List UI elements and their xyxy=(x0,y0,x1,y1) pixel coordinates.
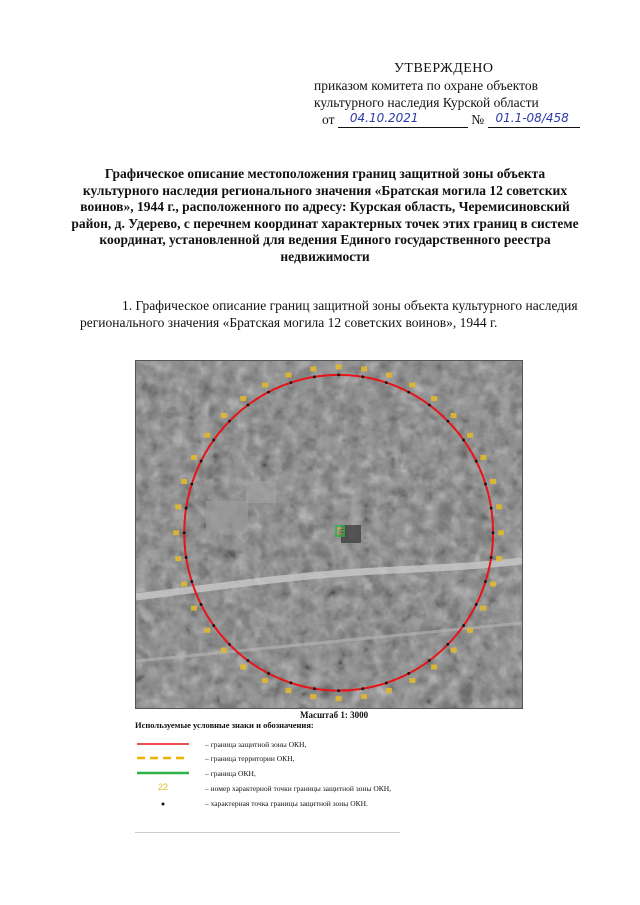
zone-point xyxy=(428,404,431,407)
legend-item-territory-boundary xyxy=(135,752,435,766)
zone-point xyxy=(490,507,493,510)
zone-point xyxy=(246,659,249,662)
approval-line-2: культурного наследия Курской области xyxy=(314,95,539,110)
zone-point xyxy=(462,439,465,442)
zone-point xyxy=(246,404,249,407)
point-number-symbol xyxy=(135,782,191,794)
legend-item-okn-boundary xyxy=(135,767,435,781)
zone-point xyxy=(228,420,231,423)
zone-point-number xyxy=(336,696,342,701)
legend-label: – характерная точка границы защитной зоны ОКН. xyxy=(205,799,368,808)
zone-point-number xyxy=(386,688,392,693)
zone-point-number xyxy=(361,366,367,371)
zone-point-number xyxy=(262,382,268,387)
from-label: от xyxy=(322,112,335,127)
zone-point-number xyxy=(431,396,437,401)
legend-item-point-number xyxy=(135,782,435,796)
zone-point-number xyxy=(490,582,496,587)
zone-point-number xyxy=(310,366,316,371)
zone-point-number xyxy=(221,413,227,418)
map-building xyxy=(206,501,248,531)
zone-point xyxy=(337,689,340,692)
zone-point-number xyxy=(336,364,342,369)
date-line xyxy=(338,111,468,128)
zone-point xyxy=(428,659,431,662)
zone-point xyxy=(446,643,449,646)
zone-point xyxy=(290,682,293,685)
legend-item-zone-boundary xyxy=(135,738,435,752)
zone-point-number xyxy=(409,382,415,387)
green-line-symbol xyxy=(135,767,191,779)
zone-point xyxy=(290,381,293,384)
zone-point-number xyxy=(467,628,473,633)
zone-point-number xyxy=(175,504,181,509)
zone-point-number xyxy=(240,396,246,401)
zone-point xyxy=(190,483,193,486)
zone-point-number xyxy=(386,372,392,377)
zone-point-number xyxy=(480,455,486,460)
zone-point xyxy=(475,460,478,463)
zone-point xyxy=(183,531,186,534)
zone-point-number xyxy=(204,628,210,633)
yellow-dash-symbol xyxy=(135,752,191,764)
legend-item-point xyxy=(135,797,435,811)
zone-point-number xyxy=(310,694,316,699)
zone-point xyxy=(462,624,465,627)
zone-point-number xyxy=(361,694,367,699)
zone-point-number xyxy=(450,648,456,653)
zone-point xyxy=(313,687,316,690)
zone-point xyxy=(228,643,231,646)
legend-label: – граница территории ОКН, xyxy=(205,754,295,763)
map-building xyxy=(246,481,276,503)
zone-point-number xyxy=(490,479,496,484)
zone-point xyxy=(185,507,188,510)
map-scale: Масштаб 1: 3000 xyxy=(300,710,369,720)
zone-point xyxy=(361,687,364,690)
zone-point-number xyxy=(496,556,502,561)
zone-point-number xyxy=(467,433,473,438)
legend-title: Используемые условные знаки и обозначения: xyxy=(135,720,314,730)
zone-point xyxy=(212,439,215,442)
legend-label: – граница ОКН, xyxy=(205,769,256,778)
zone-point xyxy=(385,682,388,685)
zone-point-number xyxy=(262,678,268,683)
zone-point xyxy=(313,375,316,378)
legend-label: – граница защитной зоны ОКН, xyxy=(205,740,307,749)
section-paragraph xyxy=(80,297,585,331)
zone-point-number xyxy=(480,606,486,611)
legend-label: – номер характерной точки границы защитной зоны ОКН, xyxy=(205,784,392,793)
zone-point-number xyxy=(409,678,415,683)
zone-point-number xyxy=(285,688,291,693)
paragraph-text: 1. Графическое описание границ защитной зоны объекта культурного наследия регионального значения «Братская могила 12 советских воинов», 1944 г. xyxy=(80,298,578,330)
handwritten-date: 04.10.2021 xyxy=(349,111,419,125)
zone-point-number xyxy=(285,372,291,377)
zone-point xyxy=(492,531,495,534)
zone-point xyxy=(200,603,203,606)
footer-rule xyxy=(135,832,400,833)
zone-point xyxy=(490,556,493,559)
zone-point-number xyxy=(181,582,187,587)
approval-title: УТВЕРЖДЕНО xyxy=(394,61,494,76)
zone-point xyxy=(407,672,410,675)
zone-point xyxy=(337,373,340,376)
zone-point-number xyxy=(450,413,456,418)
zone-point xyxy=(267,391,270,394)
zone-point xyxy=(212,624,215,627)
number-line xyxy=(488,111,580,128)
zone-point xyxy=(185,556,188,559)
zone-point-number xyxy=(498,530,504,535)
document-heading: Графическое описание местоположения границ защитной зоны объекта культурного наследия регионального значения «Братская могила 12 советских воинов», 1944 г., расположенного по адресу: Курская область, Черемисиновский район, д. Удерево, с перечнем координат характерных точек этих границ в системе координат, установленной для ведения Единого государственного реестра недвижимости xyxy=(71,166,579,264)
zone-point xyxy=(475,603,478,606)
zone-point-number xyxy=(431,664,437,669)
point-number-sample: 22 xyxy=(157,782,168,792)
satellite-map xyxy=(135,360,523,709)
zone-point-number xyxy=(175,556,181,561)
zone-point xyxy=(484,483,487,486)
zone-point-number xyxy=(191,455,197,460)
zone-point-number xyxy=(496,504,502,509)
zone-point xyxy=(446,420,449,423)
zone-point-number xyxy=(204,433,210,438)
approval-signature-row xyxy=(322,111,600,128)
number-label: № xyxy=(471,112,485,127)
zone-point xyxy=(267,672,270,675)
zone-point-number xyxy=(221,648,227,653)
red-line-symbol xyxy=(135,738,191,750)
zone-point-number xyxy=(173,530,179,535)
zone-point xyxy=(190,580,193,583)
approval-block xyxy=(300,60,600,128)
dot-symbol xyxy=(135,797,191,809)
zone-point xyxy=(200,460,203,463)
map-canvas xyxy=(136,361,522,708)
handwritten-number: 01.1-08/458 xyxy=(495,111,569,125)
zone-point xyxy=(407,391,410,394)
zone-point xyxy=(361,375,364,378)
zone-point-number xyxy=(181,479,187,484)
approval-line-1: приказом комитета по охране объектов xyxy=(314,78,538,93)
zone-point xyxy=(484,580,487,583)
zone-point-number xyxy=(240,664,246,669)
zone-point xyxy=(385,381,388,384)
zone-point-number xyxy=(191,606,197,611)
